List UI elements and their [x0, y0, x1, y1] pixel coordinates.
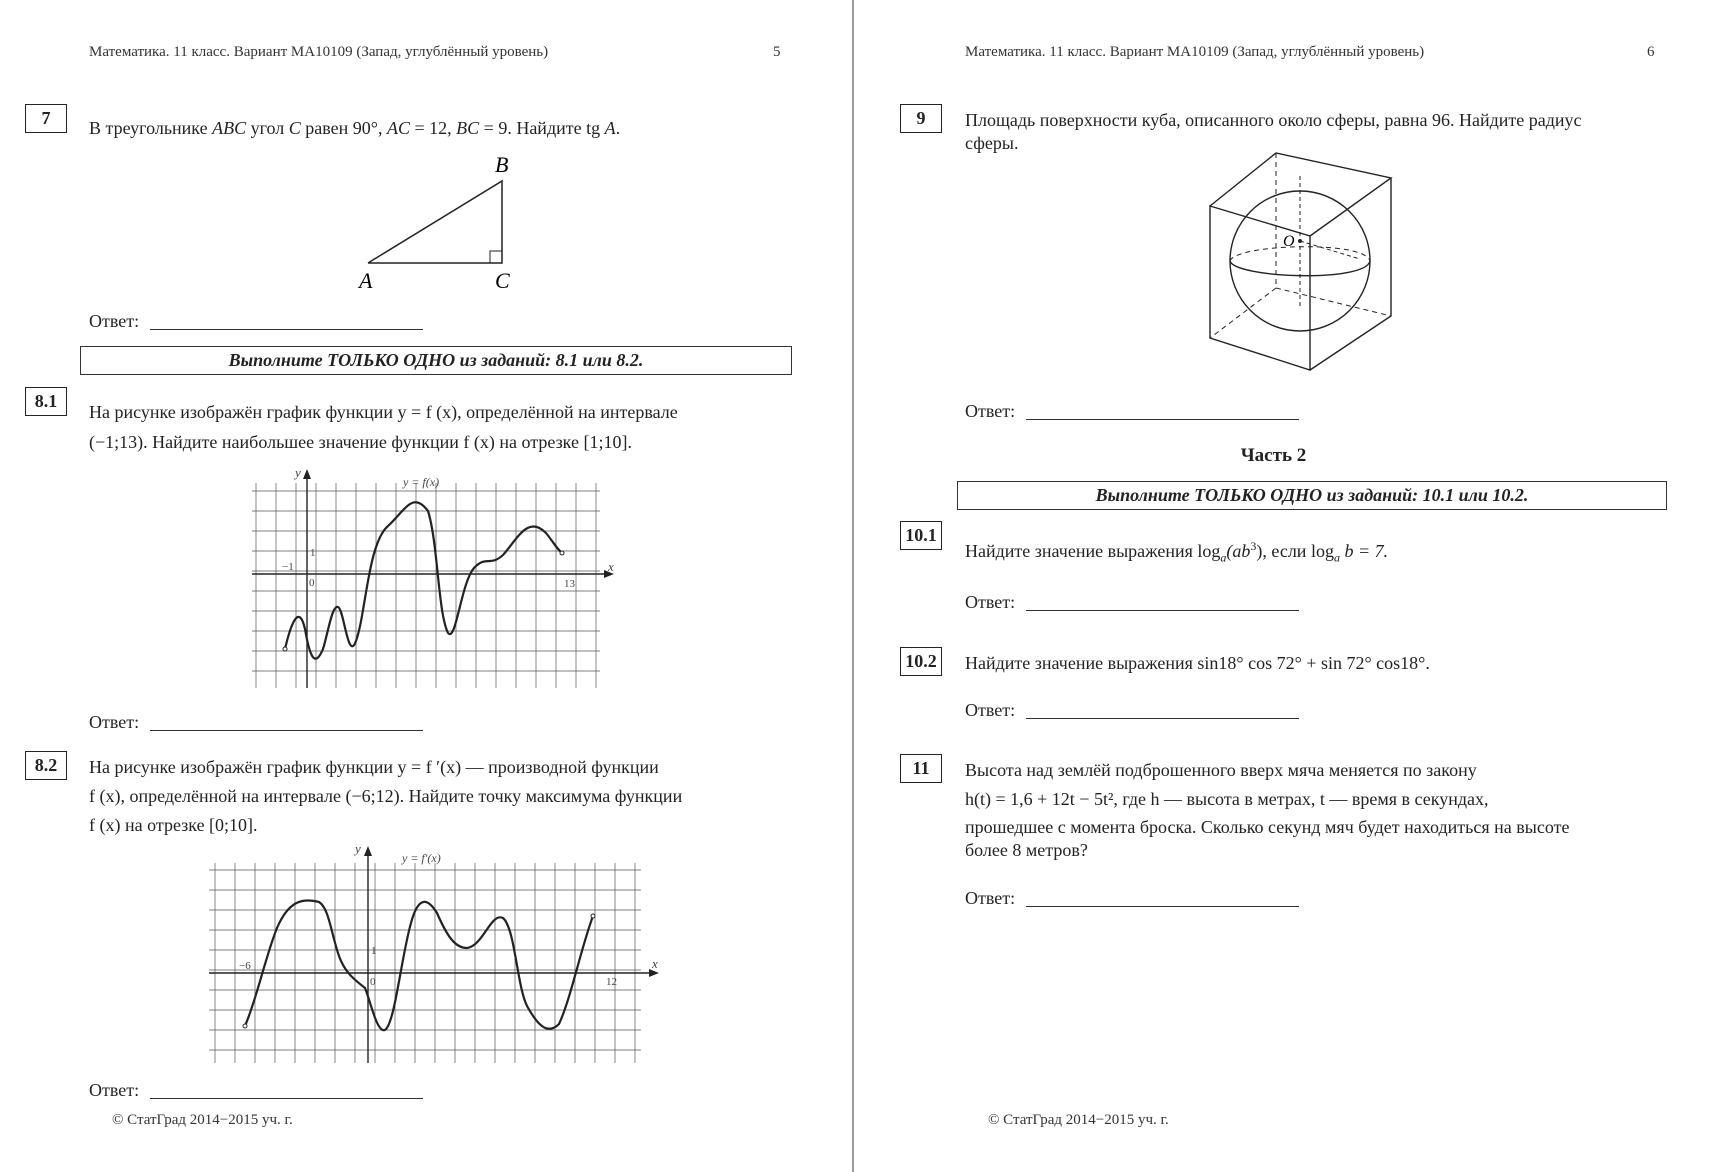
- start-point: [243, 1024, 247, 1028]
- tick-0: 0: [370, 976, 376, 988]
- graph-f-prime-x: [205, 838, 665, 1068]
- task-number-11: 11: [900, 754, 942, 783]
- page-header: Математика. 11 класс. Вариант МА10109 (Запад, углублённый уровень): [89, 44, 549, 60]
- derivative-curve: [245, 900, 593, 1030]
- sphere-radius: [1300, 241, 1360, 259]
- graph-title: y = f′(x): [402, 851, 441, 865]
- graph-grid: [252, 483, 600, 688]
- tick-minus-1: −1: [282, 561, 294, 573]
- vertex-a-label: A: [359, 268, 373, 293]
- task-10-2-text: Найдите значение выражения sin18° cos 72° + sin 72° cos18°.: [965, 653, 1430, 673]
- y-axis-arrow: [364, 846, 372, 856]
- tick-1: 1: [371, 945, 377, 957]
- graph-f-x: [248, 463, 618, 693]
- end-point: [560, 551, 564, 555]
- task-number-8-2: 8.2: [25, 751, 67, 780]
- center-label: O: [1283, 233, 1295, 250]
- cube-front-face: [1210, 206, 1310, 370]
- task-8-2-line-3: f (x) на отрезке [0;10].: [89, 815, 258, 835]
- page-number: 5: [773, 44, 781, 60]
- cube-top-edges: [1210, 153, 1391, 236]
- task-7-text: В треугольнике ABC угол C равен 90°, AC = 12, BC = 9. Найдите tg A.: [89, 118, 621, 138]
- choose-one-banner: Выполните ТОЛЬКО ОДНО из заданий: 8.1 или 8.2.: [80, 346, 792, 375]
- axis-x-label: x: [608, 559, 614, 574]
- task-9-line-1: Площадь поверхности куба, описанного около сферы, равна 96. Найдите радиус: [965, 110, 1582, 130]
- cube-hidden-right: [1276, 288, 1391, 316]
- task-number-9: 9: [900, 104, 942, 133]
- right-angle-mark: [490, 251, 502, 263]
- tick-13: 13: [564, 578, 575, 590]
- task-11-line-4: более 8 метров?: [965, 840, 1088, 860]
- axis-x-label: x: [652, 956, 658, 971]
- answer-label: Ответ:: [965, 888, 1016, 908]
- answer-label: Ответ:: [965, 401, 1016, 421]
- function-curve: [285, 502, 562, 659]
- page-header: Математика. 11 класс. Вариант МА10109 (Запад, углублённый уровень): [965, 44, 1425, 60]
- answer-label: Ответ:: [965, 592, 1016, 612]
- answer-field-8-1[interactable]: [150, 730, 423, 731]
- task-10-1-text: Найдите значение выражения $\log_a(ab^3)$, если $\log_a b = 7$.: [965, 539, 1389, 565]
- cube-hidden-left: [1210, 288, 1276, 338]
- tick-minus-6: −6: [239, 960, 251, 972]
- left-page: [0, 0, 852, 1172]
- answer-label: Ответ:: [89, 712, 140, 732]
- right-page: [855, 0, 1714, 1172]
- task-11-line-3: прошедшее с момента броска. Сколько секунд мяч будет находиться на высоте: [965, 817, 1570, 837]
- page-number: 6: [1647, 44, 1655, 60]
- triangle-shape: [368, 181, 502, 263]
- start-point: [283, 647, 287, 651]
- graph-grid: [209, 863, 641, 1063]
- y-axis-arrow: [303, 469, 311, 479]
- answer-field-11[interactable]: [1026, 906, 1299, 907]
- tick-1: 1: [310, 547, 316, 559]
- cube-sphere-figure: [1200, 148, 1410, 378]
- graph-title: y = f(x): [403, 475, 440, 489]
- sphere-center: [1298, 239, 1302, 243]
- answer-label: Ответ:: [965, 700, 1016, 720]
- task-number-10-1: 10.1: [900, 521, 942, 550]
- answer-field-9[interactable]: [1026, 419, 1299, 420]
- answer-field-8-2[interactable]: [150, 1098, 423, 1099]
- end-point: [591, 914, 595, 918]
- vertex-c-label: C: [495, 268, 510, 293]
- task-9-line-2: сферы.: [965, 133, 1019, 153]
- answer-field-10-1[interactable]: [1026, 610, 1299, 611]
- task-8-2-line-2: f (x), определённой на интервале (−6;12). Найдите точку максимума функции: [89, 786, 683, 806]
- part-2-heading: Часть 2: [1240, 445, 1307, 466]
- task-8-1-line-1: На рисунке изображён график функции y = f (x), определённой на интервале: [89, 402, 678, 422]
- answer-field-7[interactable]: [150, 329, 423, 330]
- task-number-7: 7: [25, 104, 67, 133]
- task-8-1-line-2: (−1;13). Найдите наибольшее значение функции f (x) на отрезке [1;10].: [89, 432, 632, 452]
- footer-copyright: © СтатГрад 2014−2015 уч. г.: [988, 1112, 1169, 1128]
- answer-label: Ответ:: [89, 1080, 140, 1100]
- task-number-10-2: 10.2: [900, 647, 942, 676]
- axis-y-label: y: [355, 841, 361, 856]
- triangle-figure: [340, 148, 540, 298]
- task-number-8-1: 8.1: [25, 387, 67, 416]
- task-11-line-2: h(t) = 1,6 + 12t − 5t², где h — высота в метрах, t — время в секундах,: [965, 789, 1489, 809]
- axis-y-label: y: [295, 465, 301, 480]
- footer-copyright: © СтатГрад 2014−2015 уч. г.: [112, 1112, 293, 1128]
- page-divider: [852, 0, 854, 1172]
- choose-one-banner: Выполните ТОЛЬКО ОДНО из заданий: 10.1 или 10.2.: [957, 481, 1667, 510]
- tick-0: 0: [309, 577, 315, 589]
- answer-label: Ответ:: [89, 311, 140, 331]
- task-11-line-1: Высота над землёй подброшенного вверх мяча меняется по закону: [965, 760, 1477, 780]
- tick-12: 12: [606, 976, 617, 988]
- vertex-b-label: B: [495, 152, 509, 177]
- task-8-2-line-1: На рисунке изображён график функции y = f ′(x) — производной функции: [89, 757, 659, 777]
- answer-field-10-2[interactable]: [1026, 718, 1299, 719]
